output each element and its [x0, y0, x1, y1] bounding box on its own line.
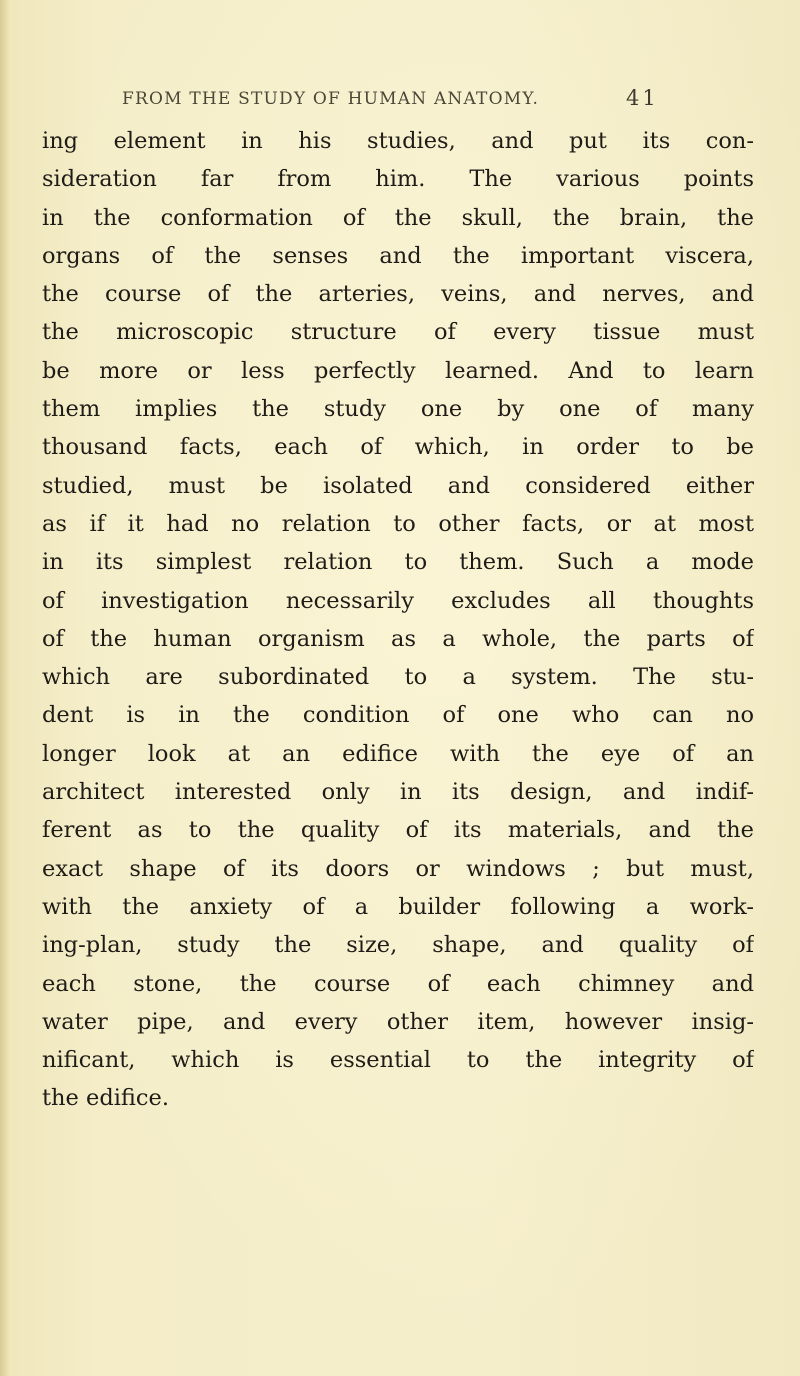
text-line: them implies the study one by one of many — [42, 396, 754, 423]
text-line: longer look at an edifice with the eye of an — [42, 740, 754, 767]
text-line: nificant, which is essential to the integrity of — [42, 1047, 754, 1074]
text-line: which are subordinated to a system. The stu- — [42, 664, 754, 691]
page-gutter-shadow — [0, 0, 10, 1376]
text-line: architect interested only in its design, and indif- — [42, 779, 754, 806]
text-line: with the anxiety of a builder following a work- — [42, 893, 754, 920]
running-head-title: FROM THE STUDY OF HUMAN ANATOMY. — [122, 89, 540, 109]
text-line: thousand facts, each of which, in order to be — [42, 434, 754, 461]
text-line: studied, must be isolated and considered either — [42, 472, 754, 499]
text-line: ferent as to the quality of its materials, and the — [42, 817, 754, 844]
running-head — [40, 84, 760, 116]
text-line: of investigation necessarily excludes all thoughts — [42, 587, 754, 614]
text-line: of the human organism as a whole, the parts of — [42, 625, 754, 652]
text-line: the microscopic structure of every tissue must — [42, 319, 754, 346]
text-line: the edifice. — [42, 1085, 169, 1112]
body-paragraph — [42, 122, 754, 1118]
text-line: dent is in the condition of one who can no — [42, 702, 754, 729]
text-line: water pipe, and every other item, however insig- — [42, 1008, 754, 1035]
text-line: as if it had no relation to other facts, or at most — [42, 510, 754, 537]
text-line: sideration far from him. The various points — [42, 166, 754, 193]
text-line: in the conformation of the skull, the brain, the — [42, 204, 754, 231]
text-line: organs of the senses and the important viscera, — [42, 242, 754, 269]
text-line: ing-plan, study the size, shape, and quality of — [42, 932, 754, 959]
text-line: the course of the arteries, veins, and nerves, and — [42, 281, 754, 308]
text-line: ing element in his studies, and put its con- — [42, 128, 754, 154]
text-line: be more or less perfectly learned. And to learn — [42, 357, 754, 384]
text-line: each stone, the course of each chimney and — [42, 970, 754, 997]
page-number: 41 — [626, 86, 659, 110]
text-line: exact shape of its doors or windows ; but must, — [42, 855, 754, 882]
text-line: in its simplest relation to them. Such a mode — [42, 549, 754, 576]
